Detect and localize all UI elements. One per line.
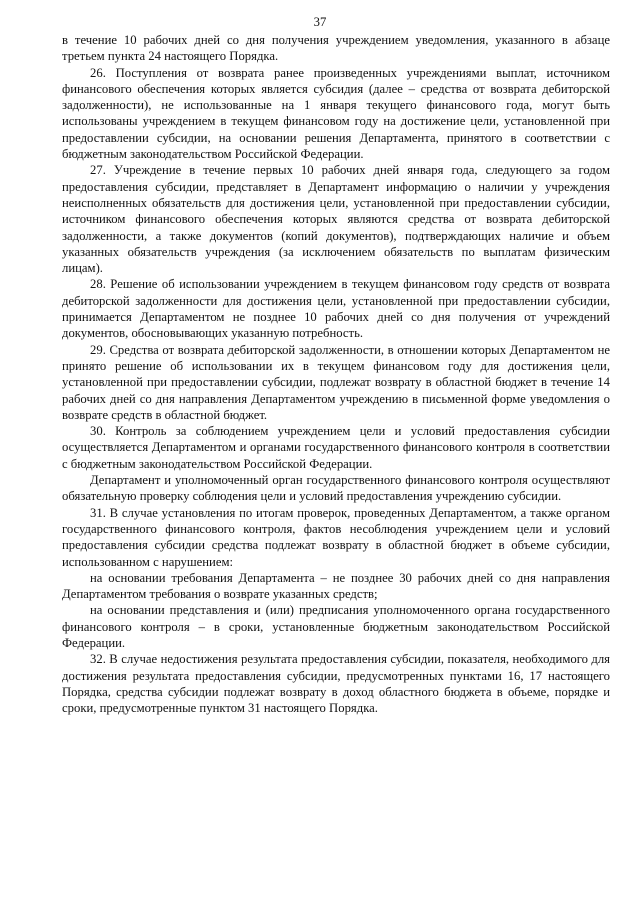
paragraph-30: 30. Контроль за соблюдением учреждением цели и условий предоставления субсидии осуществляется Департаментом и органами государственного финансового контроля в соответствии с бюджетным законодательством Российской Федерации. bbox=[62, 424, 610, 471]
page-number: 37 bbox=[313, 15, 327, 29]
paragraph-27: 27. Учреждение в течение первых 10 рабочих дней января года, следующего за годом предоставления субсидии, представляет в Департамент информацию о наличии у учреждения неисполненных обязательств для достижения цели, установленной при предоставлении субсидии, источником финансового обеспечения которых являются средства от возврата дебиторской задолженности, а также документов (копий документов), подтверждающих наличие и объем указанных обязательств учреждения (за исключением обязательств по выплатам физическим лицам). bbox=[62, 163, 610, 276]
paragraph-continuation: в течение 10 рабочих дней со дня получения учреждением уведомления, указанного в абзаце третьем пункта 24 настоящего Порядка. bbox=[62, 33, 610, 64]
paragraph-31-item-2: на основании представления и (или) предписания уполномоченного органа государственного финансового контроля – в сроки, установленные бюджетным законодательством Российской Федерации. bbox=[62, 603, 610, 650]
paragraph-32: 32. В случае недостижения результата предоставления субсидии, показателя, необходимого для достижения результата предоставления субсидии, предусмотренных пунктами 16, 17 настоящего Порядка, средства субсидии подлежат возврату в доход областного бюджета в объеме, порядке и сроки, предусмотренные пунктом 31 настоящего Порядка. bbox=[62, 652, 610, 716]
document-body bbox=[62, 32, 610, 716]
paragraph-31-item-1: на основании требования Департамента – не позднее 30 рабочих дней со дня направления Департаментом требования о возврате указанных средств; bbox=[62, 570, 610, 602]
paragraph-28: 28. Решение об использовании учреждением в текущем финансовом году средств от возврата дебиторской задолженности для достижения цели, установленной при предоставлении субсидии, принимается Департаментом не позднее 10 рабочих дней со дня получения от учреждений документов, обосновывающих указанную потребность. bbox=[62, 277, 610, 341]
paragraph-26: 26. Поступления от возврата ранее произведенных учреждениями выплат, источником финансового обеспечения которых является субсидия (далее – средства от возврата дебиторской задолженности), не использованные на 1 января текущего финансового года, могут быть использованы учреждением в текущем финансовом году на достижение цели, установленной при предоставлении субсидии, на основании решения Департамента, принятого в соответствии с бюджетным законодательством Российской Федерации. bbox=[62, 65, 610, 162]
paragraph-29: 29. Средства от возврата дебиторской задолженности, в отношении которых Департаментом не принято решение об использовании их в текущем финансовом году для достижения цели, установленной при предоставлении субсидии, подлежат возврату в областной бюджет в течение 14 рабочих дней со дня направления Департаментом учреждению в письменной форме уведомления о возврате средств в областной бюджет. bbox=[62, 342, 610, 422]
paragraph-30-control: Департамент и уполномоченный орган государственного финансового контроля осуществляют обязательную проверку соблюдения цели и условий предоставления учреждению субсидии. bbox=[62, 473, 610, 504]
paragraph-31: 31. В случае установления по итогам проверок, проведенных Департаментом, а также органом государственного финансового контроля, фактов несоблюдения учреждением цели и условий предоставления субсидии средства подлежат возврату в областной бюджет в объеме субсидии, использованном с нарушением: bbox=[62, 505, 610, 569]
